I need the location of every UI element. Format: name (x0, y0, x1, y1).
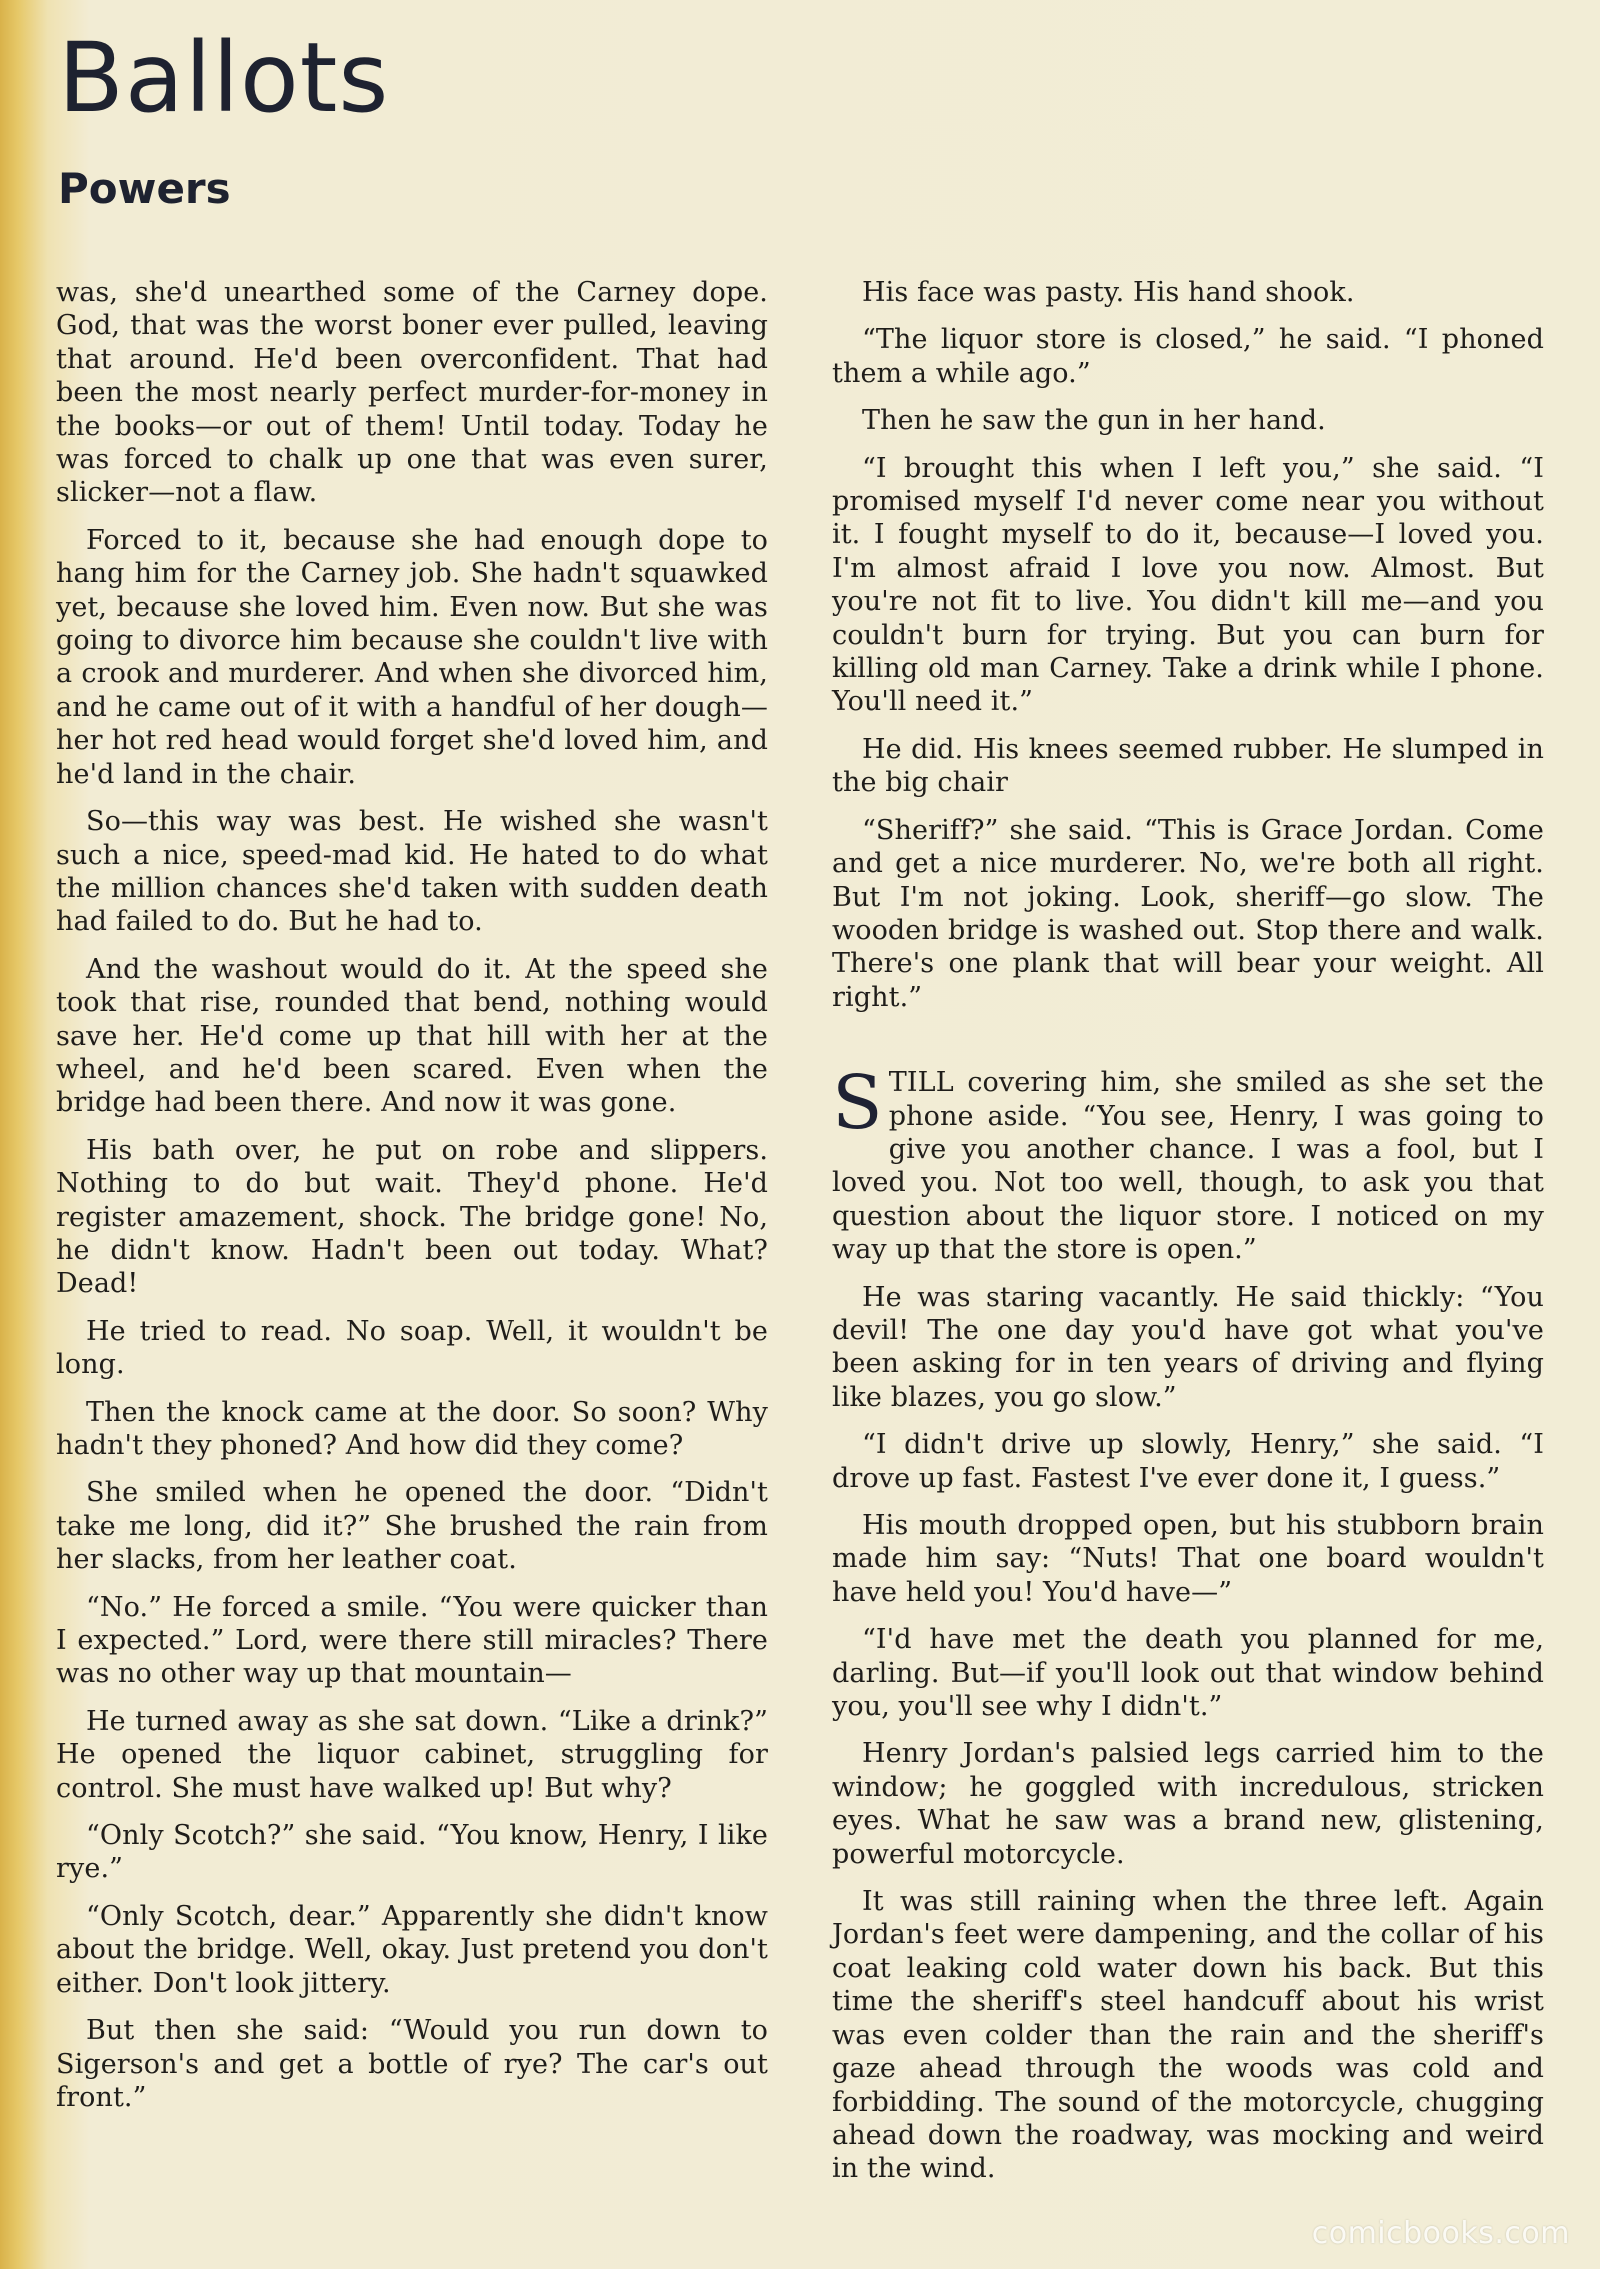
paragraph: He tried to read. No soap. Well, it wouldn't be long. (56, 1315, 768, 1381)
paragraph: “Only Scotch, dear.” Apparently she didn't know about the bridge. Well, okay. Just pretend you don't either. Don't look jittery. (56, 1900, 768, 1999)
paragraph: “The liquor store is closed,” he said. “I phoned them a while ago.” (832, 324, 1544, 389)
right-column (832, 276, 1544, 2200)
paragraph: It was still raining when the three left. Again Jordan's feet were dampening, and the collar of his coat leaking cold water down his back. But this time the sheriff's steel handcuff about his wrist was even colder than the rain and the sheriff's gaze ahead through the woods was cold and forbidding. The sound of the motorcycle, chugging ahead down the roadway, was mocking and weird in the wind. (832, 1886, 1544, 2185)
paragraph: Then the knock came at the door. So soon? Why hadn't they phoned? And how did they come? (56, 1396, 768, 1461)
paragraph: “I brought this when I left you,” she said. “I promised myself I'd never come near you without it. I fought myself to do it, because—I loved you. I'm almost afraid I love you now. Almost. But you're not fit to live. You didn't kill me—and you couldn't burn for trying. But you can burn for killing old man Carney. Take a drink while I phone. You'll need it.” (832, 452, 1544, 718)
paragraph: His bath over, he put on robe and slippers. Nothing to do but wait. They'd phone. He'd register amazement, shock. The bridge gone! No, he didn't know. Hadn't been out today. What? Dead! (56, 1134, 768, 1300)
paragraph: His mouth dropped open, but his stubborn brain made him say: “Nuts! That one board wouldn't have held you! You'd have—” (832, 1510, 1544, 1608)
paragraph: His face was pasty. His hand shook. (862, 277, 1355, 308)
paragraph: Henry Jordan's palsied legs carried him to the window; he goggled with incredulous, stricken eyes. What he saw was a brand new, glistening, powerful motorcycle. (832, 1738, 1544, 1870)
story-title: Ballots (58, 22, 390, 134)
paragraph: And the washout would do it. At the speed she took that rise, rounded that bend, nothing would save her. He'd come up that hill with her at the wheel, and he'd been scared. Even when the bridge had been there. And now it was gone. (56, 953, 768, 1119)
paragraph: Forced to it, because she had enough dope to hang him for the Carney job. She hadn't squawked yet, because she loved him. Even now. But she was going to divorce him because she couldn't live with a crook and murderer. And when she divorced him, and he came out of it with a handful of her dough—her hot red head would forget she'd loved him, and he'd land in the chair. (56, 524, 768, 790)
paragraph: He was staring vacantly. He said thickly: “You devil! The one day you'd have got what you've been asking for in ten years of driving and flying like blazes, you go slow.” (832, 1281, 1544, 1413)
paragraph: Then he saw the gun in her hand. (862, 405, 1326, 437)
paragraph: He turned away as she sat down. “Like a drink?” He opened the liquor cabinet, struggling for control. She must have walked up! But why? (56, 1705, 768, 1804)
drop-cap: S (832, 1060, 883, 1147)
paragraph: “Sheriff?” she said. “This is Grace Jordan. Come and get a nice murderer. No, we're both all right. But I'm not joking. Look, sheriff—go slow. The wooden bridge is washed out. Stop there and walk. There's one plank that will bear your weight. All right.” (832, 814, 1544, 1013)
paragraph: “Only Scotch?” she said. “You know, Henry, I like rye.” (56, 1820, 768, 1885)
site-watermark: comicbooks.com (1311, 2216, 1570, 2251)
left-column (56, 276, 768, 2128)
paragraph: was, she'd unearthed some of the Carney dope. God, that was the worst boner ever pulled, leaving that around. He'd been overconfident. That had been the most nearly perfect murder-for-money in the books—or out of them! Until today. Today he was forced to chalk up one that was even surer, slicker—not a flaw. (56, 277, 768, 509)
paragraph: He did. His knees seemed rubber. He slumped in the big chair (832, 733, 1544, 799)
section-opening-paragraph (832, 1060, 1544, 1266)
section-opening-text: TILL covering him, she smiled as she set the phone aside. “You see, Henry, I was going to give you another chance. I was a fool, but I loved you. Not too well, though, to ask you that question about the liquor store. I noticed on my way up that the store is open.” (832, 1067, 1544, 1266)
paragraph: So—this way was best. He wished she wasn't such a nice, speed-mad kid. He hated to do what the million chances she'd taken with sudden death had failed to do. But he had to. (56, 806, 768, 938)
paragraph: “I'd have met the death you planned for me, darling. But—if you'll look out that window behind you, you'll see why I didn't.” (832, 1624, 1544, 1723)
paragraph: “I didn't drive up slowly, Henry,” she said. “I drove up fast. Fastest I've ever done it, I guess.” (832, 1429, 1544, 1494)
author-name: Powers (58, 164, 231, 213)
paragraph: She smiled when he opened the door. “Didn't take me long, did it?” She brushed the rain from her slacks, from her leather coat. (56, 1477, 768, 1576)
paragraph: “No.” He forced a smile. “You were quicker than I expected.” Lord, were there still miracles? There was no other way up that mountain— (56, 1591, 768, 1690)
paragraph: But then she said: “Would you run down to Sigerson's and get a bottle of rye? The car's out front.” (56, 2015, 768, 2113)
